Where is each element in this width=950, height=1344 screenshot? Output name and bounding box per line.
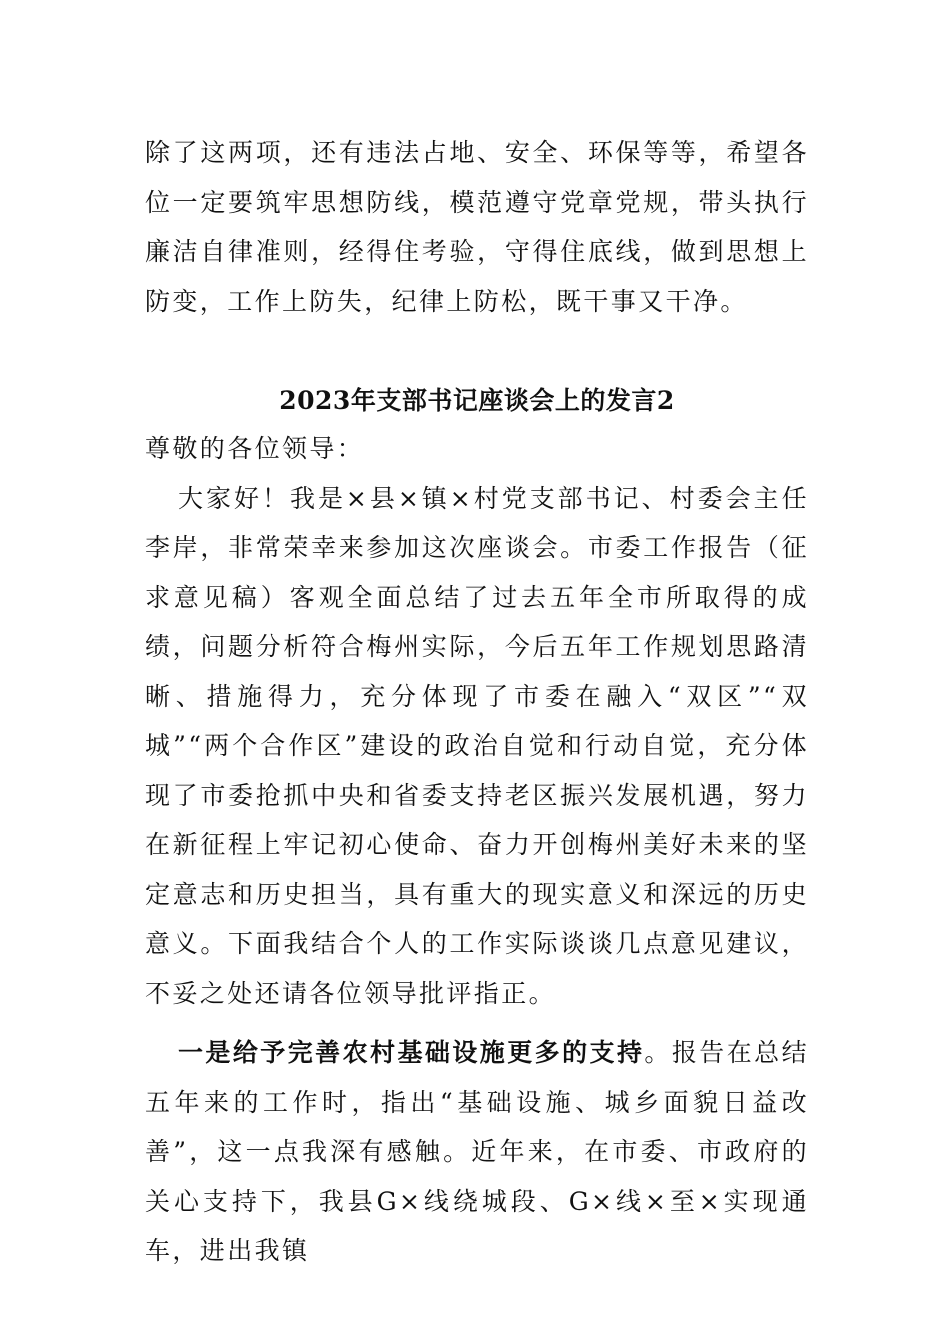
document-page — [145, 128, 809, 1276]
paragraph-body: 。报告在总结五年来的工作时，指出“基础设施、城乡面貌日益改善”，这一点我深有感触。近年来，在市委、市政府的关心支持下，我县G×线绕城段、G×线×至×实现通车，进出我镇 — [145, 1038, 809, 1265]
salutation: 尊敬的各位领导： — [145, 434, 365, 463]
spacer — [145, 1018, 809, 1028]
paragraph-lead-bold: 一是给予完善农村基础设施更多的支持 — [178, 1038, 645, 1067]
document-title: 2023年支部书记座谈会上的发言2 — [279, 386, 675, 415]
body-paragraph-1: 大家好！我是×县×镇×村党支部书记、村委会主任李岸，非常荣幸来参加这次座谈会。市委工作报告（征求意见稿）客观全面总结了过去五年全市所取得的成绩，问题分析符合梅州实际，今后五年工作规划思路清晰、措施得力，充分体现了市委在融入“双区”“双城”“两个合作区”建设的政治自觉和行动自觉，充分体现了市委抢抓中央和省委支持老区振兴发展机遇，努力在新征程上牢记初心使命、奋力开创梅州美好未来的坚定意志和历史担当，具有重大的现实意义和深远的历史意义。下面我结合个人的工作实际谈谈几点意见建议，不妥之处还请各位领导批评指正。 — [145, 483, 809, 1008]
spacer — [145, 326, 809, 384]
intro-paragraph: 除了这两项，还有违法占地、安全、环保等等，希望各位一定要筑牢思想防线，模范遵守党章党规，带头执行廉洁自律准则，经得住考验，守得住底线，做到思想上防变，工作上防失，纪律上防松，既干事又干净。 — [145, 138, 809, 316]
body-paragraph-2 — [145, 1028, 809, 1276]
